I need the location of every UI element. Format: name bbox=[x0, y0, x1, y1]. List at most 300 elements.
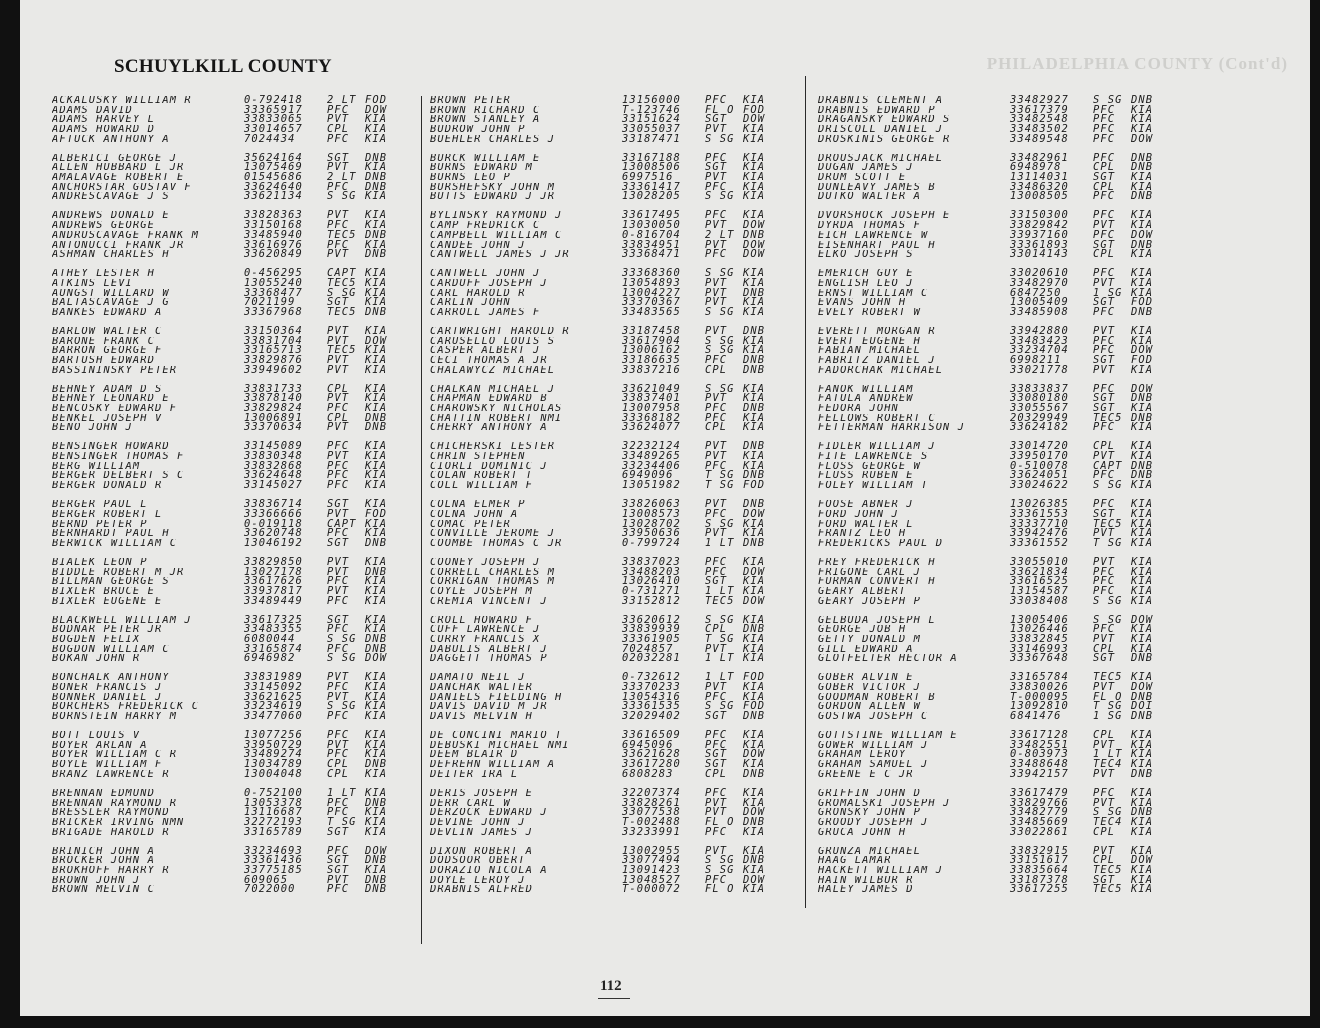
name-cell: DE CONCINI MARIO T bbox=[430, 731, 563, 741]
name-cell: BRICKER IRVING NMN bbox=[52, 817, 185, 828]
rank-cell: 1 LT bbox=[705, 584, 735, 597]
name-cell: BURSHEFSKY JOHN M bbox=[430, 182, 556, 193]
status-cell: FOD bbox=[1131, 296, 1154, 309]
status-cell: KIA bbox=[365, 161, 388, 174]
entry-group bbox=[52, 786, 405, 838]
serial-number-cell: 33150300 bbox=[1010, 209, 1069, 222]
rank-cell: CPL bbox=[705, 623, 728, 636]
serial-number-cell: T-000095 bbox=[1010, 690, 1069, 703]
name-cell: GROODY JOSEPH J bbox=[818, 817, 929, 828]
status-cell: KIA bbox=[743, 180, 766, 193]
rank-cell: PFC bbox=[705, 94, 728, 106]
name-cell: CANTWELL JAMES J JR bbox=[430, 250, 570, 260]
serial-number-cell: 609065 bbox=[244, 873, 289, 886]
serial-number-cell: 33150168 bbox=[244, 219, 303, 232]
rank-cell: TEC5 bbox=[1093, 883, 1123, 896]
roster-entry bbox=[818, 286, 1171, 299]
status-cell: KIA bbox=[365, 479, 388, 492]
name-cell: DODSOOR OBERT bbox=[430, 856, 526, 866]
serial-number-cell: 33165713 bbox=[244, 344, 303, 357]
status-cell: DNB bbox=[365, 536, 388, 549]
rank-cell: PFC bbox=[327, 796, 350, 809]
name-cell: BOKAN JOHN R bbox=[52, 654, 141, 665]
roster-entry bbox=[818, 536, 1171, 549]
status-cell: KIA bbox=[1131, 248, 1154, 261]
roster-entry bbox=[430, 250, 783, 260]
roster-entry bbox=[430, 825, 783, 838]
serial-number-cell: 33077538 bbox=[622, 806, 681, 819]
roster-entry bbox=[818, 192, 1171, 202]
roster-entry bbox=[430, 394, 783, 404]
roster-entry bbox=[52, 577, 405, 587]
status-cell: KIA bbox=[743, 171, 766, 184]
status-cell: DNB bbox=[1131, 690, 1154, 703]
name-cell: BERGER DONALD R bbox=[52, 481, 163, 491]
rank-cell: S SG bbox=[1093, 806, 1123, 819]
serial-number-cell: 33024622 bbox=[1010, 479, 1069, 492]
name-cell: DRABNIS ALFRED bbox=[430, 885, 533, 895]
status-cell: DNB bbox=[365, 854, 388, 867]
roster-entry bbox=[430, 767, 783, 780]
serial-number-cell: 33055567 bbox=[1010, 402, 1069, 415]
entry-group bbox=[430, 211, 783, 259]
rank-cell: PFC bbox=[327, 219, 350, 232]
roster-entry bbox=[430, 228, 783, 241]
serial-number-cell: 33361417 bbox=[622, 180, 681, 193]
entry-group bbox=[818, 269, 1171, 317]
rank-cell: PVT bbox=[327, 738, 350, 751]
name-cell: BURCK WILLIAM E bbox=[430, 153, 541, 164]
serial-number-cell: 32272193 bbox=[244, 815, 303, 828]
rank-cell: PVT bbox=[705, 238, 728, 251]
name-cell: CHICHERSKI LESTER bbox=[430, 442, 556, 453]
rank-cell: T SG bbox=[705, 632, 735, 645]
serial-number-cell: 33834951 bbox=[622, 238, 681, 251]
name-cell: COONEY JOSEPH J bbox=[430, 557, 541, 568]
serial-number-cell: T-123746 bbox=[622, 103, 681, 116]
rank-cell: PFC bbox=[1093, 267, 1116, 280]
rank-cell: CPL bbox=[1093, 440, 1116, 453]
status-cell: KIA bbox=[743, 825, 766, 838]
status-cell: KIA bbox=[743, 190, 766, 203]
status-cell: DNB bbox=[1131, 806, 1154, 819]
rank-cell: SGT bbox=[705, 161, 728, 174]
serial-number-cell: 33624640 bbox=[244, 180, 303, 193]
name-cell: BROCKER JOHN A bbox=[52, 856, 155, 866]
roster-entry bbox=[52, 702, 405, 712]
serial-number-cell: 33482551 bbox=[1010, 738, 1069, 751]
rank-cell: PFC bbox=[1093, 228, 1116, 241]
name-cell: BROKHOFF HARRY R bbox=[52, 865, 170, 876]
serial-number-cell: 13005406 bbox=[1010, 613, 1069, 626]
roster-entry bbox=[52, 363, 405, 376]
roster-entry bbox=[430, 286, 783, 299]
entry-group bbox=[818, 844, 1171, 896]
serial-number-cell: 33950636 bbox=[622, 527, 681, 540]
serial-number-cell: 33829824 bbox=[244, 402, 303, 415]
serial-number-cell: 33146993 bbox=[1010, 642, 1069, 655]
serial-number-cell: 33165789 bbox=[244, 825, 303, 838]
status-cell: KIA bbox=[1131, 536, 1154, 549]
serial-number-cell: 33365917 bbox=[244, 103, 303, 116]
column-divider bbox=[421, 96, 422, 944]
name-cell: DAMATO NEIL J bbox=[430, 673, 526, 684]
status-cell: KIA bbox=[743, 161, 766, 174]
page-number-underline bbox=[598, 998, 630, 999]
rank-cell: PFC bbox=[327, 729, 350, 742]
roster-entry bbox=[818, 324, 1171, 337]
name-cell: BOYER WILLIAM C R bbox=[52, 750, 178, 761]
serial-number-cell: 0-792418 bbox=[244, 94, 303, 106]
entry-group bbox=[52, 844, 405, 896]
serial-number-cell: 33775185 bbox=[244, 863, 303, 876]
rank-cell: SGT bbox=[327, 536, 350, 549]
serial-number-cell: 0-732612 bbox=[622, 671, 681, 684]
status-cell: KIA bbox=[743, 575, 766, 588]
name-cell: FREY FREDERICK H bbox=[818, 557, 936, 568]
name-cell: BONCHALK ANTHONY bbox=[52, 673, 170, 684]
entry-group bbox=[818, 786, 1171, 838]
serial-number-cell: 33617128 bbox=[1010, 729, 1069, 742]
rank-cell: PFC bbox=[1093, 584, 1116, 597]
rank-cell: 1 LT bbox=[1093, 748, 1123, 761]
serial-number-cell: 33950170 bbox=[1010, 450, 1069, 463]
serial-number-cell: 33187471 bbox=[622, 132, 681, 145]
status-cell: KIA bbox=[365, 392, 388, 405]
name-cell: FABRITZ DANIEL J bbox=[818, 356, 936, 366]
status-cell: DNB bbox=[743, 354, 766, 366]
status-cell: KIA bbox=[1131, 209, 1154, 222]
roster-entry bbox=[818, 815, 1171, 828]
name-cell: BERNHARDT PAUL H bbox=[52, 529, 170, 539]
name-cell: CHAROWSKY NICHOLAS bbox=[430, 404, 563, 414]
status-cell: KIA bbox=[1131, 786, 1154, 799]
status-cell: KIA bbox=[1131, 873, 1154, 886]
entry-group bbox=[818, 442, 1171, 490]
name-cell: FREDERICKS PAUL D bbox=[818, 538, 944, 549]
status-cell: KIA bbox=[743, 209, 766, 222]
name-cell: GEORGE JOB H bbox=[818, 625, 907, 635]
name-cell: FOOSE ABNER J bbox=[818, 500, 914, 510]
serial-number-cell: 01545686 bbox=[244, 171, 303, 184]
rank-cell: S SG bbox=[327, 632, 357, 645]
rank-cell: SGT bbox=[1093, 873, 1116, 886]
serial-number-cell: 33937160 bbox=[1010, 228, 1069, 241]
name-cell: GRUNZA MICHAEL bbox=[818, 846, 921, 857]
serial-number-cell: 33337710 bbox=[1010, 517, 1069, 530]
rank-cell: PFC bbox=[1093, 382, 1116, 395]
roster-entry bbox=[818, 442, 1171, 452]
rank-cell: S SG bbox=[705, 700, 735, 713]
name-cell: ACKALUSKY WILLIAM R bbox=[52, 96, 192, 106]
serial-number-cell: 33621834 bbox=[1010, 565, 1069, 578]
rank-cell: PVT bbox=[327, 363, 350, 376]
status-cell: KIA bbox=[743, 758, 766, 771]
roster-entry bbox=[818, 132, 1171, 145]
rank-cell: PVT bbox=[327, 248, 350, 261]
bleed-through-title: PHILADELPHIA COUNTY (Cont'd) bbox=[986, 54, 1288, 73]
status-cell: DNB bbox=[365, 228, 388, 241]
serial-number-cell: 33832915 bbox=[1010, 844, 1069, 857]
rank-cell: 1 LT bbox=[705, 671, 735, 684]
entry-group bbox=[52, 613, 405, 665]
name-cell: BYLINSKY RAYMOND J bbox=[430, 211, 563, 222]
name-cell: CHRIN STEPHEN bbox=[430, 452, 526, 462]
name-cell: GEARY ALBERT bbox=[818, 586, 907, 597]
serial-number-cell: 33485908 bbox=[1010, 305, 1069, 318]
rank-cell: PVT bbox=[705, 123, 728, 136]
roster-entry bbox=[818, 760, 1171, 770]
name-cell: BRENNAN EDMUND bbox=[52, 788, 155, 799]
rank-cell: CPL bbox=[327, 767, 350, 780]
serial-number-cell: 33621628 bbox=[622, 748, 681, 761]
entry-group bbox=[52, 269, 405, 317]
roster-entry bbox=[52, 555, 405, 568]
status-cell: DNB bbox=[1131, 652, 1154, 665]
status-cell: KIA bbox=[365, 324, 388, 337]
name-cell: COOMBE THOMAS C JR bbox=[430, 538, 563, 549]
status-cell: KIA bbox=[365, 613, 388, 626]
rank-cell: 2 LT bbox=[327, 171, 357, 184]
roster-entry bbox=[818, 180, 1171, 193]
name-cell: BEHNEY ADAM D S bbox=[52, 384, 163, 395]
status-cell: KIA bbox=[365, 113, 388, 126]
rank-cell: PFC bbox=[705, 459, 728, 472]
status-cell: DNB bbox=[1131, 469, 1154, 482]
name-cell: HAAG LAMAR bbox=[818, 856, 892, 866]
status-cell: KIA bbox=[743, 642, 766, 655]
rank-cell: PFC bbox=[1093, 623, 1116, 636]
serial-number-cell: 6808283 bbox=[622, 767, 674, 780]
status-cell: KIA bbox=[743, 267, 766, 280]
status-cell: DOW bbox=[365, 652, 388, 665]
rank-cell: CPL bbox=[705, 363, 728, 376]
serial-number-cell: 13154587 bbox=[1010, 584, 1069, 597]
name-cell: FORD JOHN J bbox=[818, 509, 899, 520]
name-cell: FLUSS RUBEN E bbox=[818, 471, 914, 482]
rank-cell: PFC bbox=[705, 507, 728, 520]
name-cell: DEVLIN JAMES J bbox=[430, 827, 533, 838]
status-cell: KIA bbox=[1131, 825, 1154, 838]
serial-number-cell: 33620849 bbox=[244, 248, 303, 261]
status-cell: KIA bbox=[1131, 276, 1154, 289]
name-cell: BARTUSH EDWARD bbox=[52, 356, 155, 366]
name-cell: ASHMAN CHARLES H bbox=[52, 250, 170, 260]
rank-cell: PVT bbox=[1093, 324, 1116, 337]
name-cell: DIXON ROBERT A bbox=[430, 846, 533, 857]
rank-cell: PVT bbox=[327, 392, 350, 405]
roster-column-1 bbox=[52, 96, 405, 904]
roster-entry bbox=[430, 346, 783, 356]
status-cell: KIA bbox=[743, 276, 766, 289]
serial-number-cell: 33837023 bbox=[622, 555, 681, 568]
serial-number-cell: 13048527 bbox=[622, 873, 681, 886]
status-cell: DOW bbox=[1131, 681, 1154, 694]
rank-cell: PFC bbox=[1093, 209, 1116, 222]
name-cell: ELKO JOSEPH S bbox=[818, 250, 914, 260]
name-cell: DEVINE JOHN J bbox=[430, 817, 526, 828]
serial-number-cell: 7024434 bbox=[244, 132, 296, 145]
serial-number-cell: 33617255 bbox=[1010, 883, 1069, 896]
rank-cell: PVT bbox=[327, 584, 350, 597]
name-cell: GRUCA JOHN H bbox=[818, 827, 907, 838]
rank-cell: PFC bbox=[327, 623, 350, 636]
status-cell: KIA bbox=[743, 584, 766, 597]
name-cell: BALTASCAVAGE J G bbox=[52, 298, 170, 308]
serial-number-cell: 33837401 bbox=[622, 392, 681, 405]
name-cell: ADAMS HOWARD D bbox=[52, 125, 155, 135]
serial-number-cell: 33624648 bbox=[244, 469, 303, 482]
name-cell: GREENE E C JR bbox=[818, 769, 914, 780]
serial-number-cell: 33832868 bbox=[244, 459, 303, 472]
name-cell: ERNST WILLIAM C bbox=[818, 288, 929, 299]
serial-number-cell: 33937817 bbox=[244, 584, 303, 597]
status-cell: FOD bbox=[1131, 354, 1154, 366]
name-cell: GRIFFIN JOHN D bbox=[818, 788, 921, 799]
serial-number-cell: 13051982 bbox=[622, 479, 681, 492]
roster-entry bbox=[818, 712, 1171, 722]
serial-number-cell: 13008505 bbox=[1010, 190, 1069, 203]
status-cell: KIA bbox=[1131, 219, 1154, 232]
serial-number-cell: 33080180 bbox=[1010, 392, 1069, 405]
serial-number-cell: 13027178 bbox=[244, 565, 303, 578]
name-cell: BROWN STANLEY A bbox=[430, 115, 541, 126]
rank-cell: TEC5 bbox=[327, 344, 357, 357]
name-cell: BIALEK LEON P bbox=[52, 557, 148, 568]
name-cell: COYLE JOSEPH M bbox=[430, 586, 533, 597]
name-cell: BENSINGER HOWARD bbox=[52, 442, 170, 453]
roster-entry bbox=[430, 115, 783, 125]
roster-entry bbox=[430, 411, 783, 424]
serial-number-cell: 33165874 bbox=[244, 642, 303, 655]
roster-entry bbox=[430, 673, 783, 683]
name-cell: BRINICH JOHN A bbox=[52, 846, 155, 857]
status-cell: KIA bbox=[1131, 363, 1154, 376]
rank-cell: PFC bbox=[1093, 113, 1116, 126]
status-cell: KIA bbox=[743, 796, 766, 809]
rank-cell: PVT bbox=[1093, 632, 1116, 645]
name-cell: BERG WILLIAM bbox=[52, 461, 141, 472]
roster-entry bbox=[52, 173, 405, 183]
status-cell: DNB bbox=[365, 171, 388, 184]
roster-entry bbox=[52, 856, 405, 866]
serial-number-cell: 33836714 bbox=[244, 498, 303, 511]
status-cell: DNB bbox=[365, 883, 388, 896]
rank-cell: 1 LT bbox=[705, 652, 735, 665]
serial-number-cell: 13004227 bbox=[622, 286, 681, 299]
rank-cell: SGT bbox=[705, 758, 728, 771]
status-cell: KIA bbox=[1131, 286, 1154, 299]
roster-entry bbox=[430, 452, 783, 462]
rank-cell: S SG bbox=[705, 344, 735, 357]
rank-cell: S SG bbox=[1093, 479, 1123, 492]
status-cell: DNB bbox=[365, 796, 388, 809]
serial-number-cell: 33366666 bbox=[244, 507, 303, 520]
roster-entry bbox=[818, 163, 1171, 173]
status-cell: KIA bbox=[1131, 421, 1154, 434]
status-cell: KIA bbox=[743, 681, 766, 694]
status-cell: KIA bbox=[1131, 334, 1154, 347]
name-cell: COLNA JOHN A bbox=[430, 509, 519, 520]
rank-cell: S SG bbox=[327, 190, 357, 203]
status-cell: KIA bbox=[365, 344, 388, 357]
name-cell: FLOSS GEORGE W bbox=[818, 461, 921, 472]
roster-entry bbox=[818, 298, 1171, 308]
name-cell: GOSTWA JOSEPH C bbox=[818, 712, 929, 722]
serial-number-cell: 33839939 bbox=[622, 623, 681, 636]
roster-entry bbox=[52, 228, 405, 241]
status-cell: DNB bbox=[365, 632, 388, 645]
name-cell: GRONSKY JOHN P bbox=[818, 808, 921, 818]
roster-entry bbox=[818, 125, 1171, 135]
rank-cell: 1 SG bbox=[1093, 710, 1123, 723]
status-cell: KIA bbox=[743, 844, 766, 857]
serial-number-cell: 33361436 bbox=[244, 854, 303, 867]
roster-entry bbox=[52, 873, 405, 886]
serial-number-cell: 33620748 bbox=[244, 527, 303, 540]
rank-cell: PVT bbox=[327, 334, 350, 347]
rank-cell: TEC5 bbox=[1093, 671, 1123, 684]
status-cell: KIA bbox=[365, 517, 388, 530]
rank-cell: S SG bbox=[705, 854, 735, 867]
rank-cell: PVT bbox=[705, 440, 728, 453]
roster-entry bbox=[52, 500, 405, 510]
roster-entry bbox=[430, 683, 783, 693]
serial-number-cell: 13055240 bbox=[244, 276, 303, 289]
roster-entry bbox=[430, 305, 783, 318]
serial-number-cell: 13046192 bbox=[244, 536, 303, 549]
roster-entry bbox=[52, 683, 405, 693]
rank-cell: PVT bbox=[327, 507, 350, 520]
serial-number-cell: 33234693 bbox=[244, 844, 303, 857]
name-cell: FELLOWS ROBERT C bbox=[818, 413, 936, 424]
serial-number-cell: 33077494 bbox=[622, 854, 681, 867]
name-cell: CUFF LAWRENCE J bbox=[430, 625, 541, 635]
name-cell: DEFREHN WILLIAM A bbox=[430, 760, 556, 770]
serial-number-cell: 33616509 bbox=[622, 729, 681, 742]
status-cell: DOW bbox=[743, 565, 766, 578]
name-cell: CARL HAROLD R bbox=[430, 288, 526, 299]
roster-entry bbox=[52, 96, 405, 106]
rank-cell: SGT bbox=[705, 710, 728, 723]
status-cell: KIA bbox=[365, 786, 388, 799]
status-cell: DOW bbox=[743, 873, 766, 886]
status-cell: KIA bbox=[743, 632, 766, 645]
name-cell: ANDRESCAVAGE J S bbox=[52, 192, 170, 203]
status-cell: DNB bbox=[365, 180, 388, 193]
entry-group bbox=[430, 442, 783, 490]
rank-cell: S SG bbox=[705, 863, 735, 876]
status-cell: KIA bbox=[743, 151, 766, 164]
name-cell: ANTONUCCI FRANK JR bbox=[52, 240, 185, 251]
rank-cell: 1 LT bbox=[705, 536, 735, 549]
rank-cell: PFC bbox=[705, 402, 728, 415]
rank-cell: CPL bbox=[327, 123, 350, 136]
status-cell: KIA bbox=[1131, 758, 1154, 771]
roster-entry bbox=[52, 767, 405, 780]
serial-number-cell: 33616525 bbox=[1010, 575, 1069, 588]
status-cell: DOI bbox=[1131, 700, 1154, 713]
roster-entry bbox=[52, 536, 405, 549]
serial-number-cell: 33828261 bbox=[622, 796, 681, 809]
roster-entry bbox=[52, 844, 405, 857]
rank-cell: TEC5 bbox=[1093, 863, 1123, 876]
status-cell: KIA bbox=[1131, 738, 1154, 751]
roster-entry bbox=[430, 500, 783, 510]
roster-entry bbox=[430, 885, 783, 895]
name-cell: COLAN ROBERT T bbox=[430, 471, 533, 482]
status-cell: KIA bbox=[743, 555, 766, 568]
